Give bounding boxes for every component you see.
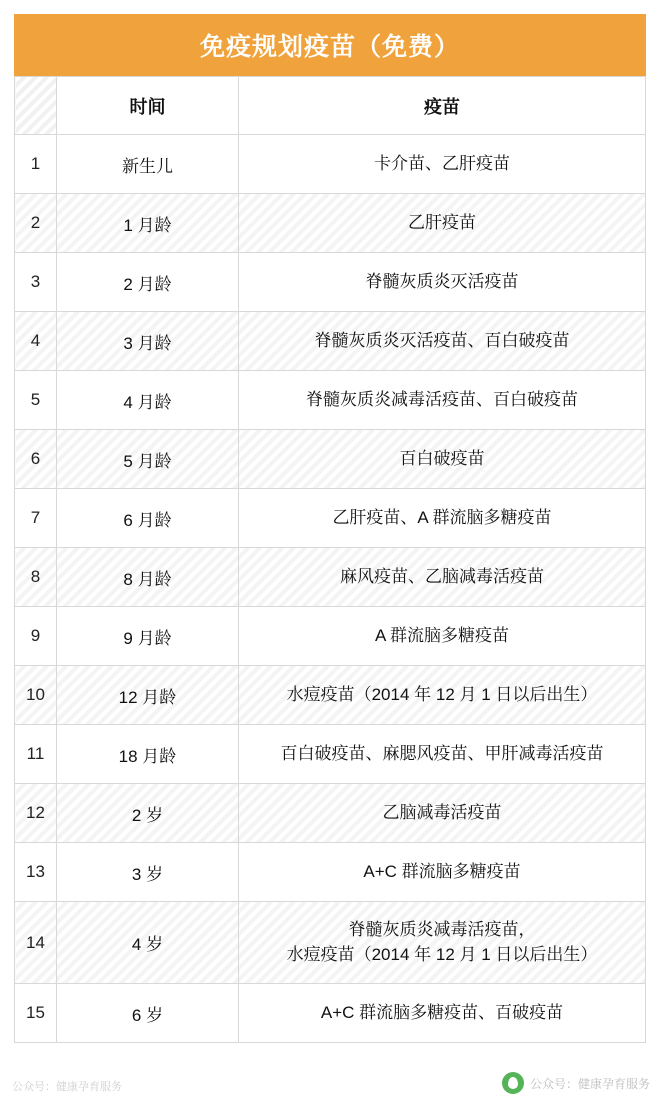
row-time: 2 月龄: [57, 253, 239, 312]
row-vaccine-line: 卡介苗、乙肝疫苗: [374, 153, 510, 173]
row-index: 15: [15, 984, 57, 1043]
row-vaccine: [239, 253, 646, 312]
page-title: 免疫规划疫苗（免费）: [199, 33, 460, 61]
table-row: [15, 135, 646, 194]
row-vaccine-line: 水痘疫苗（2014 年 12 月 1 日以后出生）: [286, 684, 598, 704]
table-row: [15, 430, 646, 489]
row-vaccine: [239, 666, 646, 725]
row-vaccine-line: A+C 群流脑多糖疫苗、百破疫苗: [320, 1002, 564, 1022]
row-vaccine-line: A 群流脑多糖疫苗: [374, 625, 510, 645]
row-index: 11: [15, 725, 57, 784]
row-index: 6: [15, 430, 57, 489]
table-header-row: [15, 77, 646, 135]
row-time: 新生儿: [57, 135, 239, 194]
row-index: 12: [15, 784, 57, 843]
row-time: 1 月龄: [57, 194, 239, 253]
row-vaccine: [239, 902, 646, 984]
row-vaccine: [239, 984, 646, 1043]
row-vaccine-line: 水痘疫苗（2014 年 12 月 1 日以后出生）: [286, 944, 598, 964]
table-row: [15, 784, 646, 843]
row-vaccine: [239, 784, 646, 843]
row-index: 9: [15, 607, 57, 666]
table-row: [15, 607, 646, 666]
table-row: [15, 666, 646, 725]
row-index: 13: [15, 843, 57, 902]
row-vaccine: [239, 489, 646, 548]
row-index: 7: [15, 489, 57, 548]
row-vaccine-line: 乙肝疫苗: [408, 212, 476, 232]
leaf-icon: [502, 1072, 524, 1094]
row-time: 6 岁: [57, 984, 239, 1043]
row-time: 12 月龄: [57, 666, 239, 725]
column-header-time: 时间: [57, 77, 239, 135]
row-time: 4 岁: [57, 902, 239, 984]
row-index: 5: [15, 371, 57, 430]
row-time: 18 月龄: [57, 725, 239, 784]
row-index: 4: [15, 312, 57, 371]
row-time: 8 月龄: [57, 548, 239, 607]
row-vaccine-line: 脊髓灰质炎灭活疫苗: [365, 271, 519, 291]
row-time: 6 月龄: [57, 489, 239, 548]
row-index: 1: [15, 135, 57, 194]
row-vaccine: [239, 430, 646, 489]
row-vaccine-line: A+C 群流脑多糖疫苗: [363, 861, 521, 881]
row-vaccine-line: 乙肝疫苗、A 群流脑多糖疫苗: [332, 507, 552, 527]
row-index: 8: [15, 548, 57, 607]
row-vaccine: [239, 843, 646, 902]
table-row: [15, 725, 646, 784]
row-vaccine-line: 乙脑减毒活疫苗: [382, 802, 502, 822]
row-time: 3 岁: [57, 843, 239, 902]
row-vaccine-line: 脊髓灰质炎减毒活疫苗、百白破疫苗: [306, 389, 578, 409]
row-time: 4 月龄: [57, 371, 239, 430]
table-body: [15, 77, 646, 1043]
row-index: 3: [15, 253, 57, 312]
vaccine-schedule-table: [14, 76, 646, 1043]
row-vaccine-line: 脊髓灰质炎灭活疫苗、百白破疫苗: [314, 330, 570, 350]
column-header-vaccine: 疫苗: [239, 77, 646, 135]
watermark: [502, 1072, 650, 1094]
table-row: [15, 902, 646, 984]
table-row: [15, 194, 646, 253]
table-title-bar: [14, 14, 646, 76]
table-row: [15, 253, 646, 312]
row-vaccine: [239, 194, 646, 253]
row-vaccine-line: 百白破疫苗、麻腮风疫苗、甲肝减毒活疫苗: [280, 743, 604, 763]
row-vaccine-line: 脊髓灰质炎减毒活疫苗，: [348, 919, 536, 939]
column-header-index: [15, 77, 57, 135]
row-time: 2 岁: [57, 784, 239, 843]
row-index: 10: [15, 666, 57, 725]
row-time: 9 月龄: [57, 607, 239, 666]
row-vaccine: [239, 312, 646, 371]
table-row: [15, 984, 646, 1043]
row-vaccine: [239, 371, 646, 430]
table-row: [15, 843, 646, 902]
row-time: 3 月龄: [57, 312, 239, 371]
row-vaccine-line: 麻风疫苗、乙脑减毒活疫苗: [340, 566, 544, 586]
table-row: [15, 548, 646, 607]
row-time: 5 月龄: [57, 430, 239, 489]
watermark-tag: 公众号：健康孕育服务: [12, 1081, 122, 1093]
table-row: [15, 312, 646, 371]
watermark-account: 公众号：健康孕育服务: [529, 1076, 650, 1091]
table-row: [15, 489, 646, 548]
row-vaccine: [239, 135, 646, 194]
row-index: 2: [15, 194, 57, 253]
row-vaccine-line: 百白破疫苗: [399, 448, 485, 468]
row-vaccine: [239, 548, 646, 607]
table-row: [15, 371, 646, 430]
row-vaccine: [239, 725, 646, 784]
row-index: 14: [15, 902, 57, 984]
row-vaccine: [239, 607, 646, 666]
